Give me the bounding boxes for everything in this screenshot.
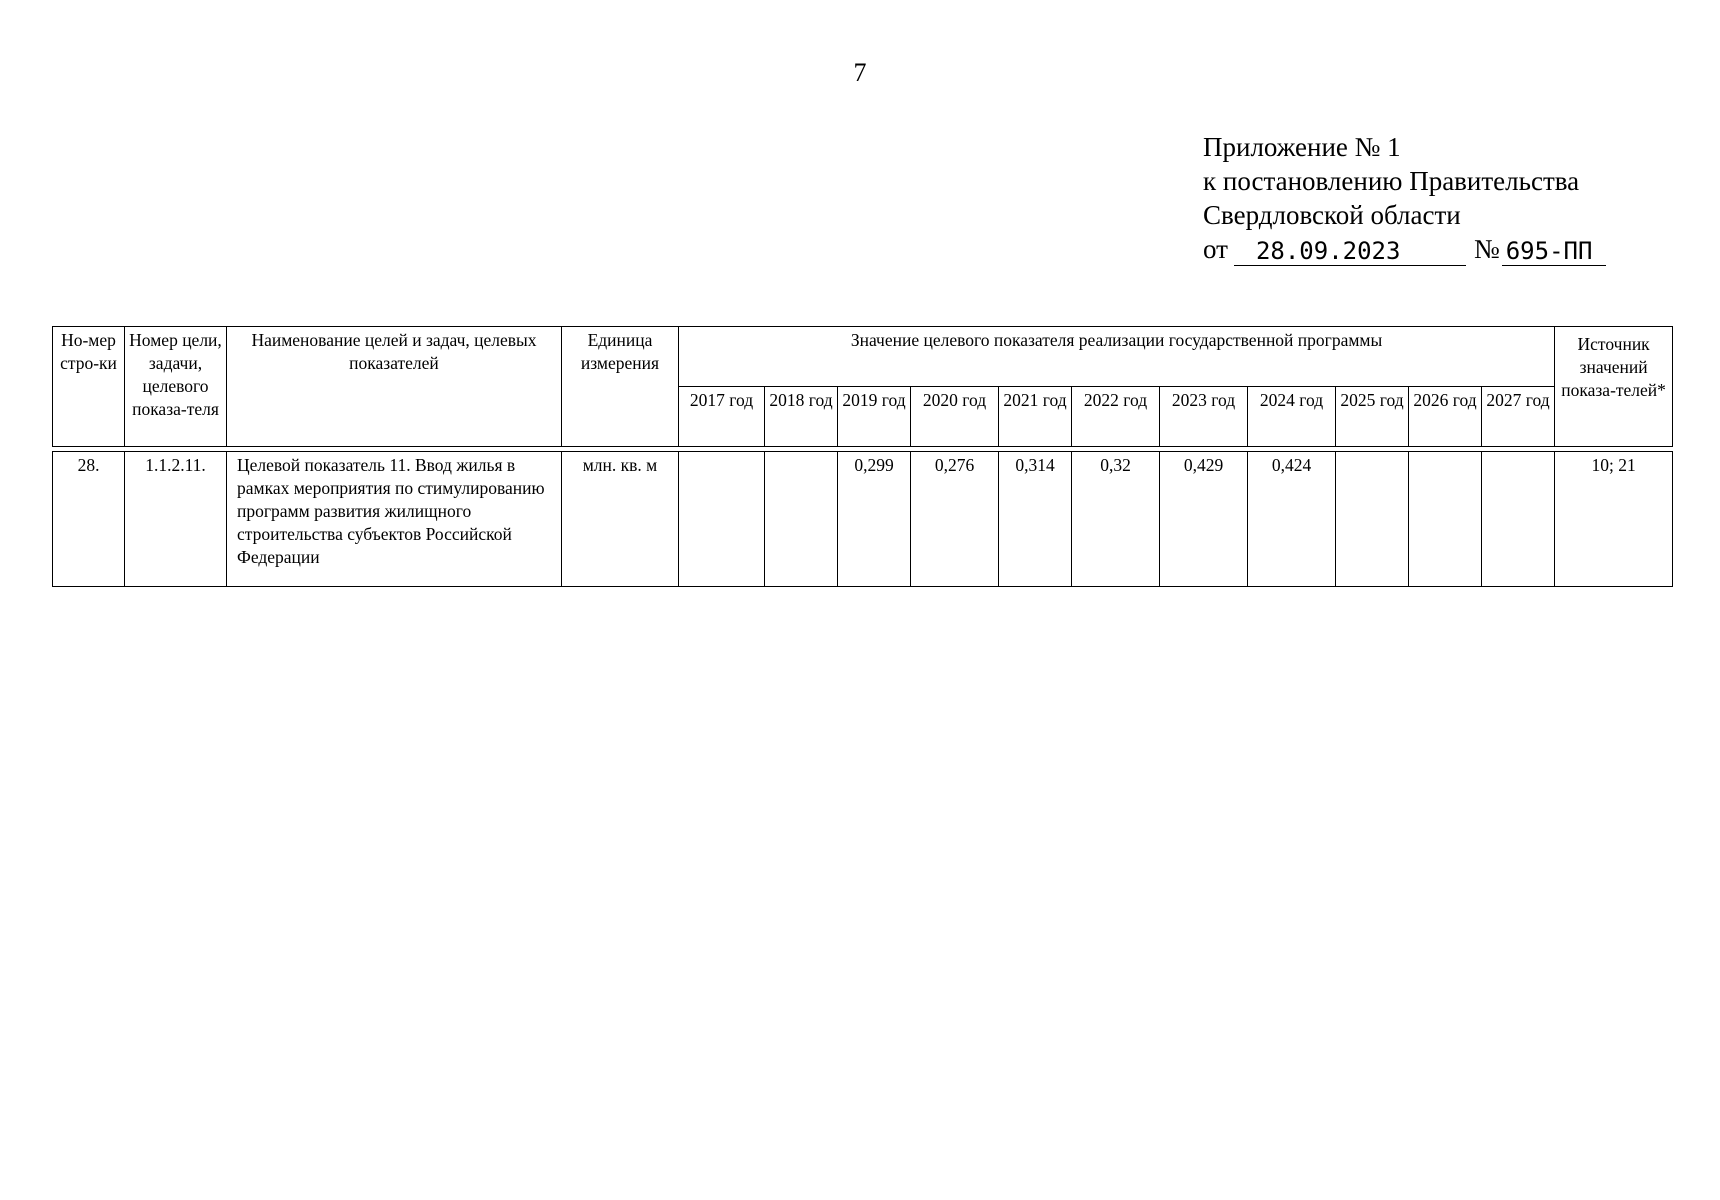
cell-value: 0,314 bbox=[999, 452, 1072, 587]
header-year: 2019 год bbox=[838, 387, 911, 447]
decree-date: 28.09.2023 bbox=[1234, 238, 1466, 266]
cell-value: 0,424 bbox=[1248, 452, 1336, 587]
header-year: 2020 год bbox=[911, 387, 999, 447]
header-year: 2023 год bbox=[1160, 387, 1248, 447]
cell-unit: млн. кв. м bbox=[562, 452, 679, 587]
cell-goal-number: 1.1.2.11. bbox=[125, 452, 227, 587]
header-unit-text: Единица измерения bbox=[580, 330, 660, 373]
cell-value: 0,32 bbox=[1072, 452, 1160, 587]
appendix-block bbox=[1203, 130, 1606, 266]
cell-value bbox=[1482, 452, 1555, 587]
header-value-group bbox=[679, 327, 1555, 387]
from-label: от bbox=[1203, 234, 1228, 264]
cell-value: 0,299 bbox=[838, 452, 911, 587]
cell-value: 0,276 bbox=[911, 452, 999, 587]
table-row bbox=[53, 452, 1673, 587]
header-source-text: Источник значений показа-телей* bbox=[1561, 334, 1666, 400]
cell-value: 0,429 bbox=[1160, 452, 1248, 587]
header-goal-number-text: Номер цели, задачи, целевого показа-теля bbox=[129, 330, 222, 419]
header-year: 2022 год bbox=[1072, 387, 1160, 447]
header-year: 2017 год bbox=[679, 387, 765, 447]
header-year: 2025 год bbox=[1336, 387, 1409, 447]
cell-value bbox=[765, 452, 838, 587]
cell-name: Целевой показатель 11. Ввод жилья в рамках мероприятия по стимулированию программ развития жилищного строительства субъектов Российской Федерации bbox=[227, 452, 562, 587]
header-value-group-text: Значение целевого показателя реализации государственной программы bbox=[850, 330, 1383, 350]
decree-number: 695-ПП bbox=[1502, 238, 1606, 266]
page-number: 7 bbox=[853, 58, 867, 87]
header-year: 2027 год bbox=[1482, 387, 1555, 447]
number-sign: № bbox=[1473, 234, 1500, 264]
header-name-text: Наименование целей и задач, целевых показателей bbox=[251, 330, 537, 373]
header-year: 2021 год bbox=[999, 387, 1072, 447]
header-year: 2018 год bbox=[765, 387, 838, 447]
header-source bbox=[1555, 327, 1673, 447]
header-unit bbox=[562, 327, 679, 447]
appendix-signature-row bbox=[1203, 232, 1606, 266]
appendix-title: Приложение № 1 bbox=[1203, 132, 1401, 162]
header-year: 2026 год bbox=[1409, 387, 1482, 447]
header-year: 2024 год bbox=[1248, 387, 1336, 447]
cell-source: 10; 21 bbox=[1555, 452, 1673, 587]
header-row-number-text: Но-мер стро-ки bbox=[60, 330, 117, 373]
header-row-number bbox=[53, 327, 125, 447]
header-row-1 bbox=[53, 327, 1673, 387]
cell-value bbox=[679, 452, 765, 587]
appendix-region: Свердловской области bbox=[1203, 200, 1461, 230]
cell-value bbox=[1336, 452, 1409, 587]
cell-value bbox=[1409, 452, 1482, 587]
header-goal-number bbox=[125, 327, 227, 447]
cell-row-number: 28. bbox=[53, 452, 125, 587]
header-name bbox=[227, 327, 562, 447]
appendix-subtitle: к постановлению Правительства bbox=[1203, 166, 1580, 196]
indicators-table bbox=[52, 326, 1673, 587]
